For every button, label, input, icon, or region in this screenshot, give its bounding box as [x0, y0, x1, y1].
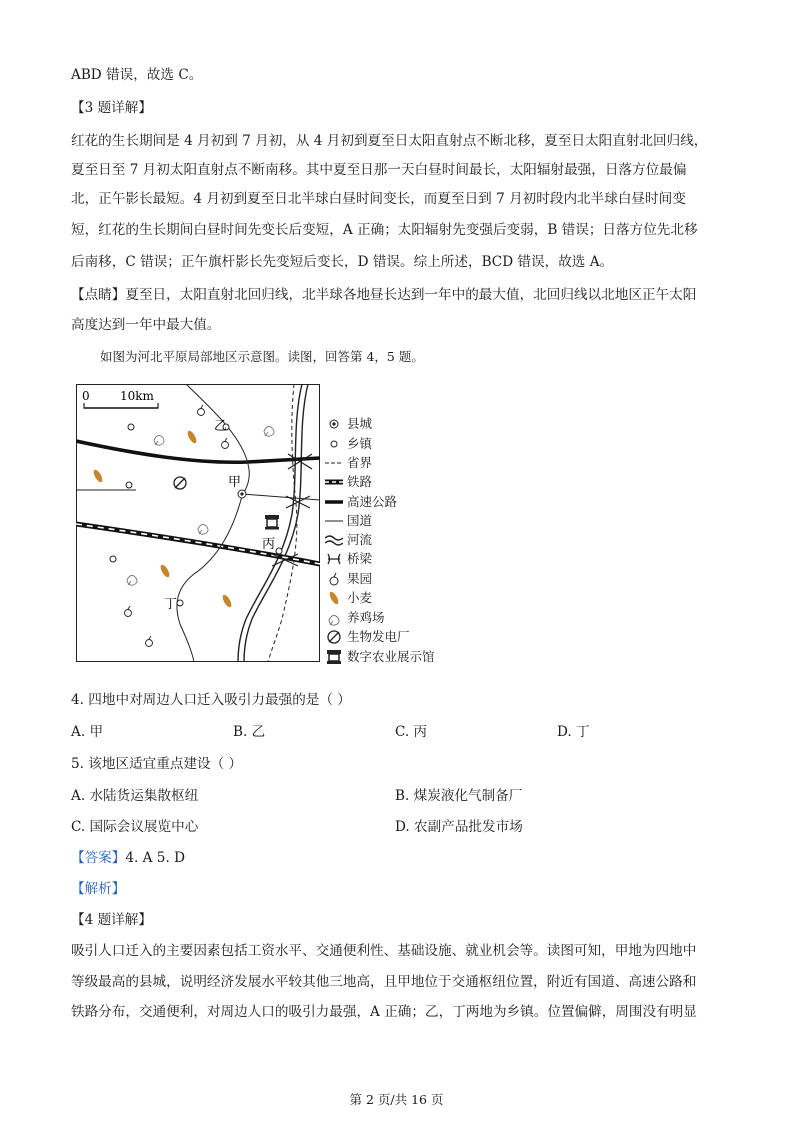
- township-icon: [325, 436, 343, 452]
- chicken-farm-icon: [325, 610, 343, 626]
- place-label-yi: 乙: [214, 419, 228, 434]
- body-line: 高度达到一年中最大值。: [71, 317, 221, 333]
- q4-detail-label: 【4 题详解】: [71, 912, 152, 928]
- detail-line: 铁路分布，交通便利，对周边人口的吸引力最强，A 正确；乙，丁两地为乡镇。位置偏僻，周围没有明显: [71, 1004, 697, 1020]
- note-line: 【点睛】夏至日，太阳直射北回归线，北半球各地昼长达到一年中的最大值，北回归线以北地区正午太阳: [71, 287, 697, 303]
- legend-label: 养鸡场: [347, 610, 385, 625]
- legend-item: [325, 532, 372, 548]
- q5-option-d: D. 农副产品批发市场: [395, 819, 523, 835]
- legend-label: 乡镇: [347, 436, 373, 451]
- place-yi: [214, 419, 229, 434]
- legend-item: [325, 551, 372, 567]
- legend-label: 河流: [347, 532, 373, 547]
- q5-stem: 5. 该地区适宜重点建设（ ）: [71, 756, 243, 772]
- scale-zero: 0: [82, 389, 90, 403]
- legend-label: 国道: [347, 513, 373, 528]
- region-map: [76, 384, 320, 662]
- legend-item: [325, 494, 397, 510]
- legend-item: [325, 513, 372, 529]
- figure-caption: 如图为河北平原局部地区示意图。读图，回答第 4，5 题。: [100, 349, 424, 364]
- section-heading: 【3 题详解】: [71, 100, 152, 116]
- legend-item: [325, 610, 385, 626]
- legend-label: 生物发电厂: [347, 629, 410, 644]
- place-label-bing: 丙: [262, 537, 276, 552]
- digital-agriculture-hall-icon: [325, 649, 343, 665]
- q5-option-a: A. 水陆货运集散枢纽: [71, 788, 199, 804]
- q4-option-c: C. 丙: [395, 724, 428, 740]
- q4-stem: 4. 四地中对周边人口迁入吸引力最强的是（ ）: [71, 692, 351, 708]
- province-border-icon: [325, 455, 343, 471]
- legend-item: [325, 649, 435, 665]
- legend-label: 小麦: [347, 590, 373, 605]
- body-line: 夏至日至 7 月初太阳直射点不断南移。其中夏至日那一天白昼时间最长，太阳辐射最强，日落方位最偏: [71, 162, 687, 178]
- legend-label: 数字农业展示馆: [347, 649, 435, 664]
- q5-option-c: C. 国际会议展览中心: [71, 819, 199, 835]
- q4-option-b: B. 乙: [233, 724, 266, 740]
- legend-item: [325, 455, 372, 471]
- place-label-jia: 甲: [228, 475, 242, 490]
- q4-option-d: D. 丁: [557, 724, 590, 740]
- legend-item: [325, 436, 372, 452]
- q5-option-b: B. 煤炭液化气制备厂: [395, 788, 523, 804]
- railway-icon: [325, 474, 343, 490]
- river-icon: [325, 532, 343, 548]
- answer-label: 【答案】: [71, 850, 126, 866]
- wheat-icon: [325, 590, 343, 606]
- place-label-ding: 丁: [164, 597, 178, 612]
- body-line: 短，红花的生长期间白昼时间先变长后变短，A 正确；太阳辐射先变强后变弱，B 错误；日落方位先北移: [71, 222, 698, 238]
- page-footer: 第 2 页/共 16 页: [349, 1092, 444, 1107]
- body-line: ABD 错误，故选 C。: [71, 67, 203, 83]
- legend-label: 果园: [347, 571, 373, 586]
- legend-item: [325, 571, 372, 587]
- legend-label: 桥梁: [347, 551, 373, 566]
- q4-option-a: A. 甲: [71, 724, 104, 740]
- legend-item: [325, 416, 372, 432]
- answer-text: 4. A 5. D: [125, 850, 185, 866]
- detail-line: 吸引人口迁入的主要因素包括工资水平、交通便利性、基础设施、就业机会等。读图可知，甲地为四地中: [71, 943, 697, 959]
- legend-label: 铁路: [347, 474, 373, 489]
- national-road-icon: [325, 513, 343, 529]
- analysis-label: 【解析】: [71, 881, 126, 897]
- legend-label: 高速公路: [347, 494, 398, 509]
- orchard-icon: [325, 571, 343, 587]
- bridge-icon: [325, 551, 343, 567]
- legend-label: 县城: [347, 416, 373, 431]
- legend-label: 省界: [347, 455, 373, 470]
- scale-label: 10km: [120, 389, 154, 403]
- body-line: 红花的生长期间是 4 月初到 7 月初，从 4 月初到夏至日太阳直射点不断北移，夏至日太阳直射北回归线，: [71, 133, 708, 149]
- answer-line: [71, 849, 185, 867]
- county-icon: [325, 416, 343, 432]
- highway-icon: [325, 494, 343, 510]
- body-line: 北，正午影长最短。4 月初到夏至日北半球白昼时间变长，而夏至日到 7 月初时段内北半球白昼时间变: [71, 191, 686, 207]
- legend-item: [325, 590, 372, 606]
- body-line: 后南移，C 错误；正午旗杆影长先变短后变长，D 错误。综上所述，BCD 错误，故选 A。: [71, 254, 614, 270]
- bio-power-plant-icon: [325, 629, 343, 645]
- legend-item: [325, 629, 410, 645]
- legend-item: [325, 474, 372, 490]
- detail-line: 等级最高的县城，说明经济发展水平较其他三地高，且甲地位于交通枢纽位置，附近有国道、高速公路和: [71, 974, 697, 990]
